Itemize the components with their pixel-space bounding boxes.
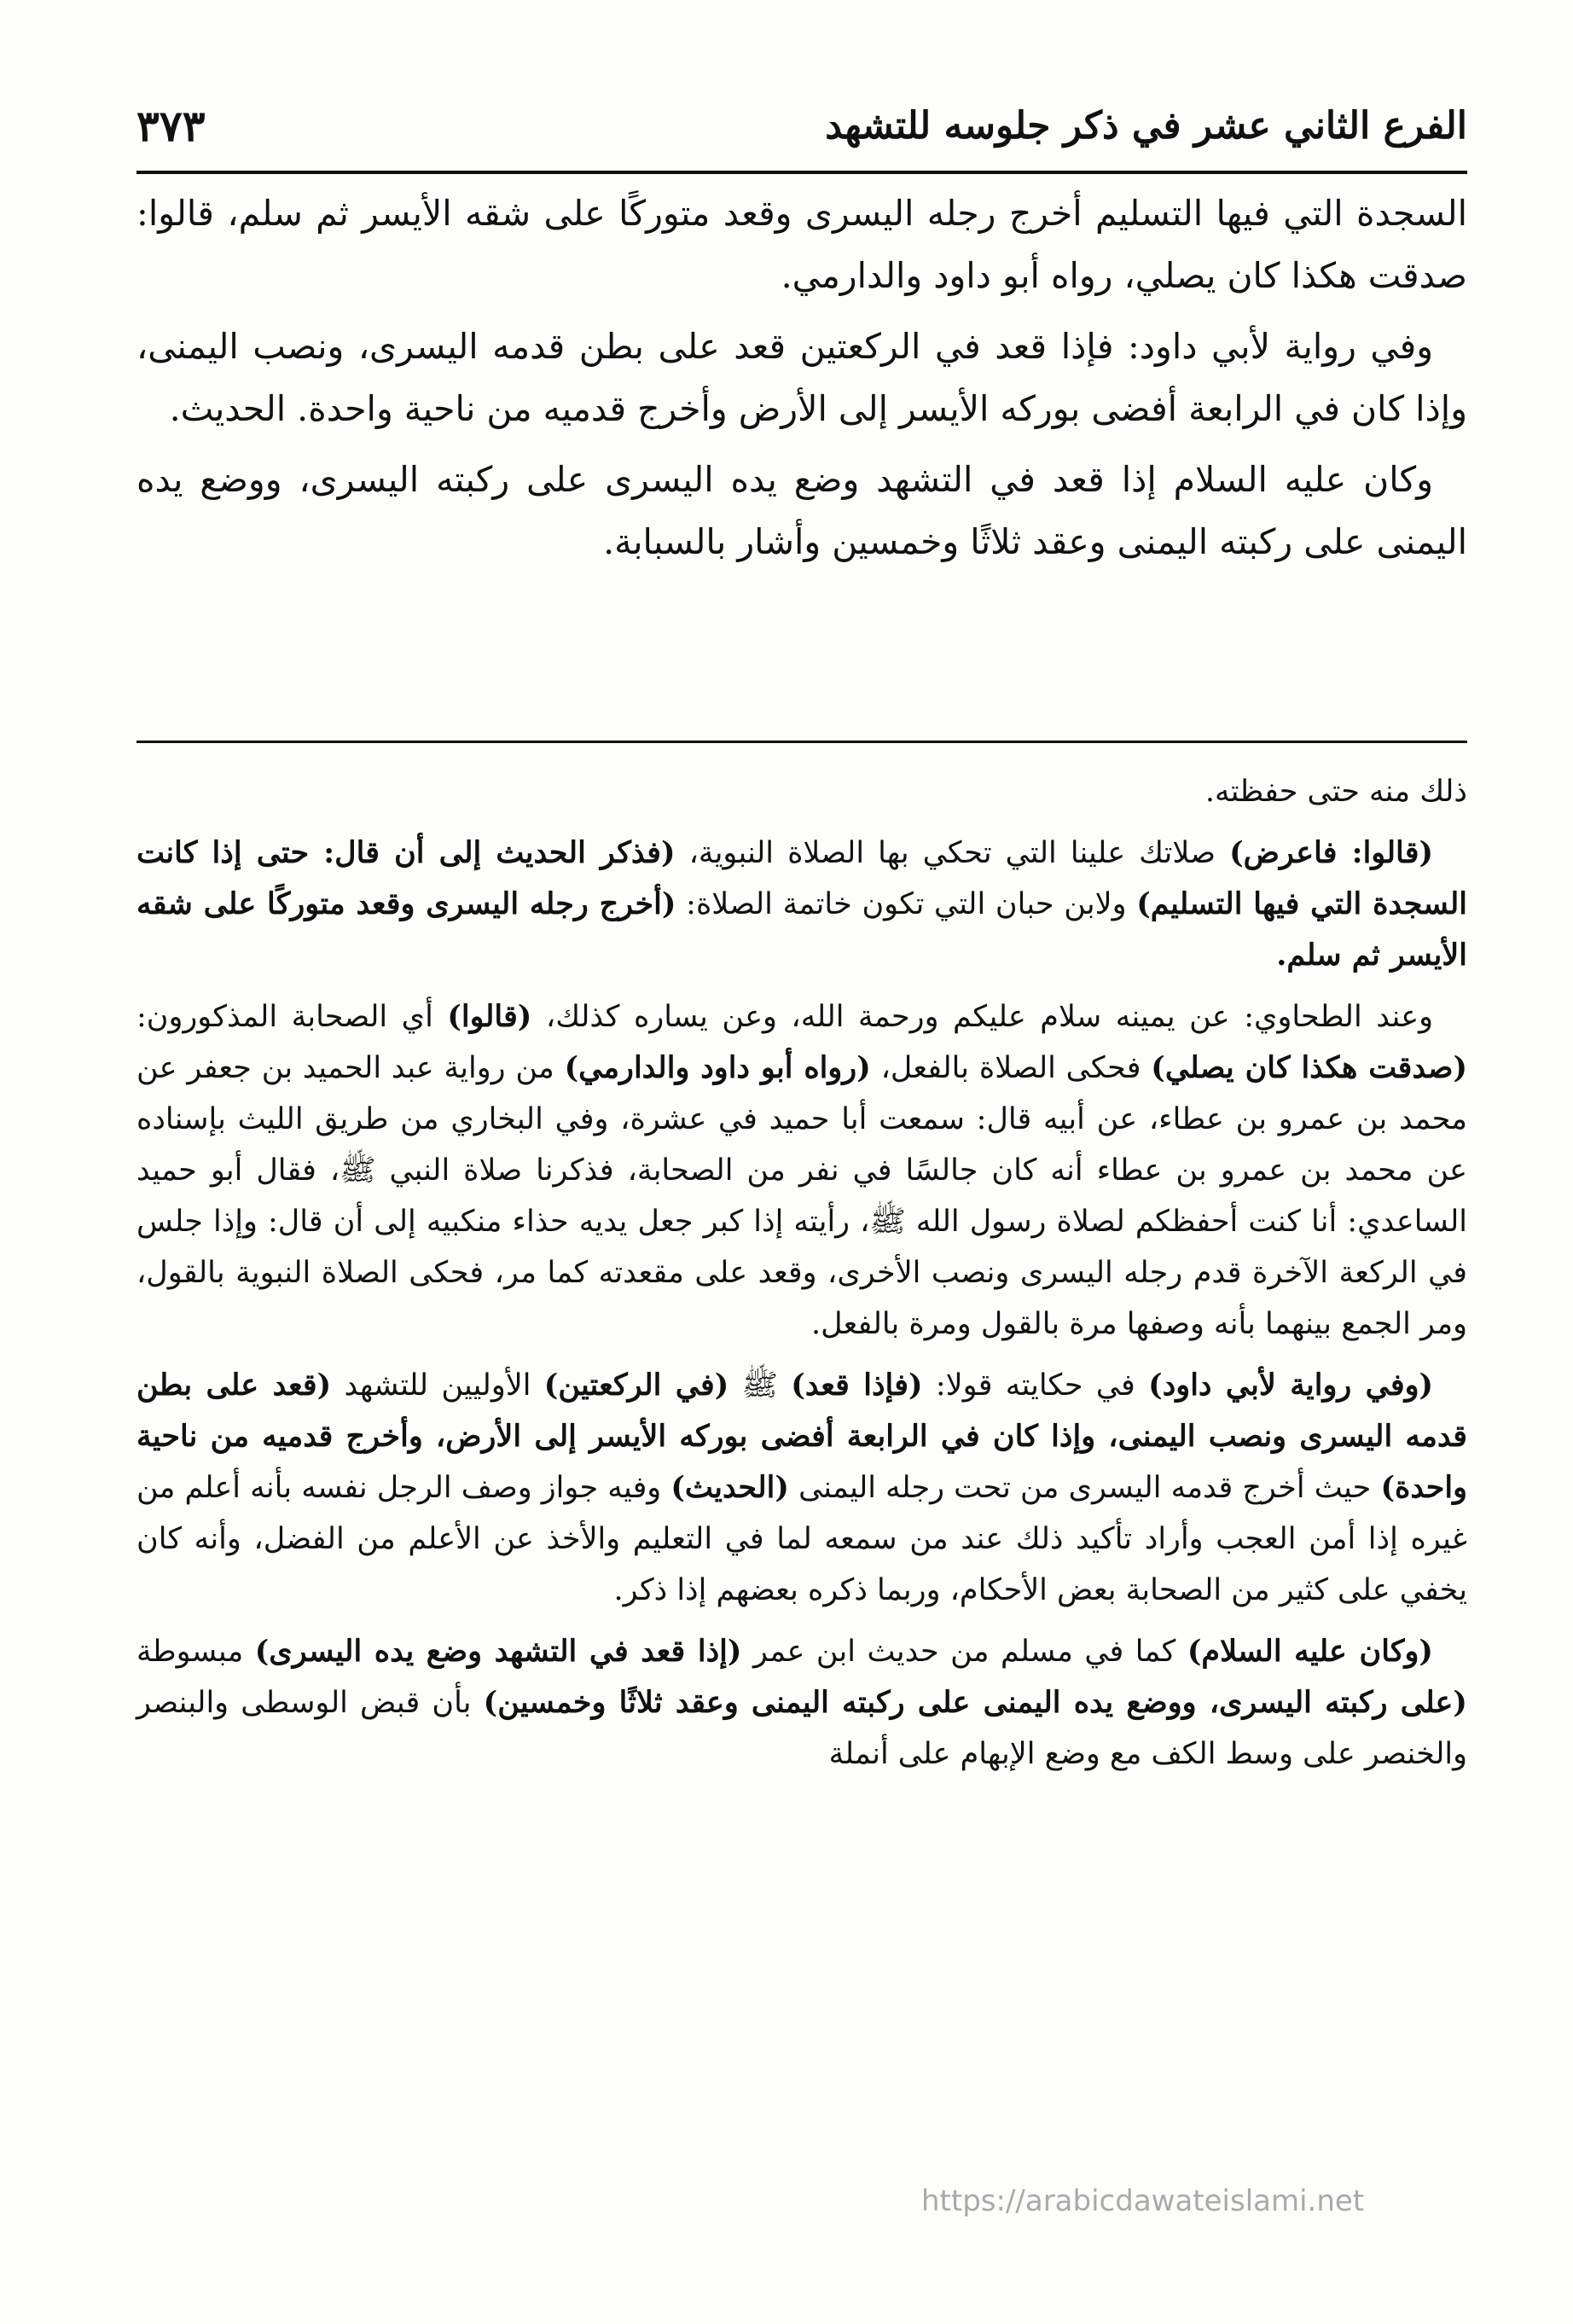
main-paragraph-3: وكان عليه السلام إذا قعد في التشهد وضع يده اليسرى على ركبته اليسرى، ووضع يده اليمنى على ركبته اليمنى وعقد ثلاثًا وخمسين وأشار بالسبابة. (136, 459, 1467, 562)
text-segment: ﷺ (728, 1368, 792, 1403)
text-segment: في حكايته قولا: (922, 1368, 1149, 1403)
commentary-paragraph-1 (136, 828, 1467, 981)
bold-quote-segment: (أخرج رجله اليسرى وقعد متوركًا على شقه الأيسر ثم سلم. (136, 886, 1467, 973)
main-text (136, 183, 1467, 582)
text-segment: حيث أخرج قدمه اليسرى من تحت رجله اليمنى (788, 1471, 1381, 1505)
text-segment: أي الصحابة المذكورون: (136, 1000, 448, 1034)
text-segment: صلاتك علينا التي تحكي بها الصلاة النبوية، (675, 836, 1230, 870)
text-segment: ولابن حبان التي تكون خاتمة الصلاة: (676, 887, 1137, 921)
commentary-text (136, 766, 1467, 1790)
bold-quote-segment: (إذا قعد في التشهد وضع يده اليسرى) (254, 1634, 742, 1669)
watermark-url: https://arabicdawateislami.net (921, 2184, 1365, 2218)
running-header (136, 96, 1467, 157)
page-number: ٣٧٣ (136, 101, 206, 151)
commentary-paragraph-0: ذلك منه حتى حفظته. (1204, 775, 1467, 809)
bold-quote-segment: (على ركبته اليسرى، ووضع يده اليمنى على ركبته اليمنى وعقد ثلاثًا وخمسين) (483, 1685, 1467, 1720)
text-segment: كما في مسلم من حديث ابن عمر (741, 1635, 1187, 1669)
text-segment: وعند الطحاوي: عن يمينه سلام عليكم ورحمة الله، وعن يساره كذلك، (531, 1000, 1433, 1034)
bold-quote-segment: (صدقت هكذا كان يصلي) (1151, 1050, 1468, 1085)
text-segment: مبسوطة (136, 1635, 255, 1669)
header-rule (136, 171, 1467, 174)
bold-quote-segment: (وفي رواية لأبي داود) (1148, 1368, 1434, 1403)
bold-quote-segment: (قعد على بطن قدمه اليسرى ونصب اليمنى، وإذا كان في الرابعة أفضى بوركه الأيسر إلى الأرض، وأخرج قدميه من ناحية واحدة) (136, 1368, 1467, 1505)
main-paragraph-2: وفي رواية لأبي داود: فإذا قعد في الركعتين قعد على بطن قدمه اليسرى، ونصب اليمنى، وإذا كان في الرابعة أفضى بوركه الأيسر إلى الأرض وأخرج قدميه من ناحية واحدة. الحديث. (136, 326, 1467, 429)
commentary-paragraph-4 (136, 1626, 1467, 1780)
bold-quote-segment: (قالوا) (447, 999, 532, 1034)
text-segment: من رواية عبد الحميد بن جعفر عن محمد بن عمرو بن عطاء، عن أبيه قال: سمعت أبا حميد في عشرة، وفي البخاري من طريق الليث بإسناده عن محمد بن عمرو بن عطاء أنه كان جالسًا في نفر من الصحابة، فذكرنا صلاة النبي ﷺ، فقال أبو حميد الساعدي: أنا كنت أحفظكم لصلاة رسول الله ﷺ، رأيته إذا كبر جعل يديه حذاء منكبيه إلى أن قال: وإذا جلس في الركعة الآخرة قدم رجله اليسرى ونصب الأخرى، وقعد على مقعدته كما مر، فحكى الصلاة النبوية بالقول، ومر الجمع بينهما بأنه وصفها مرة بالقول ومرة بالفعل. (136, 1051, 1467, 1341)
text-segment: فحكى الصلاة بالفعل، (870, 1051, 1152, 1085)
bold-quote-segment: (رواه أبو داود والدارمي) (564, 1050, 871, 1085)
chapter-title: الفرع الثاني عشر في ذكر جلوسه للتشهد (825, 104, 1467, 148)
bold-quote-segment: (الحديث) (670, 1470, 789, 1505)
commentary-paragraph-2 (136, 991, 1467, 1350)
bold-quote-segment: (قالوا: فاعرض) (1229, 835, 1433, 870)
bold-quote-segment: (في الركعتين) (543, 1368, 729, 1403)
bold-quote-segment: (فذكر الحديث إلى أن قال: حتى إذا كانت السجدة التي فيها التسليم) (136, 835, 1467, 921)
commentary-paragraph-3 (136, 1360, 1467, 1616)
text-segment: الأوليين للتشهد (331, 1368, 544, 1403)
bold-quote-segment: (وكان عليه السلام) (1187, 1634, 1433, 1669)
commentary-divider (136, 741, 1467, 743)
text-segment: بأن قبض الوسطى والبنصر والخنصر على وسط الكف مع وضع الإبهام على أنملة (136, 1686, 1467, 1771)
text-segment: وفيه جواز وصف الرجل نفسه بأنه أعلم من غيره إذا أمن العجب وأراد تأكيد ذلك عند من سمعه لما في التعليم والأخذ عن الأعلم من الفضل، وأنه كان يخفي على كثير من الصحابة بعض الأحكام، وربما ذكره بعضهم إذا ذكر. (136, 1471, 1467, 1607)
bold-quote-segment: (فإذا قعد) (791, 1368, 923, 1403)
main-paragraph-1: السجدة التي فيها التسليم أخرج رجله اليسرى وقعد متوركًا على شقه الأيسر ثم سلم، قالوا: صدقت هكذا كان يصلي، رواه أبو داود والدارمي. (136, 193, 1467, 296)
